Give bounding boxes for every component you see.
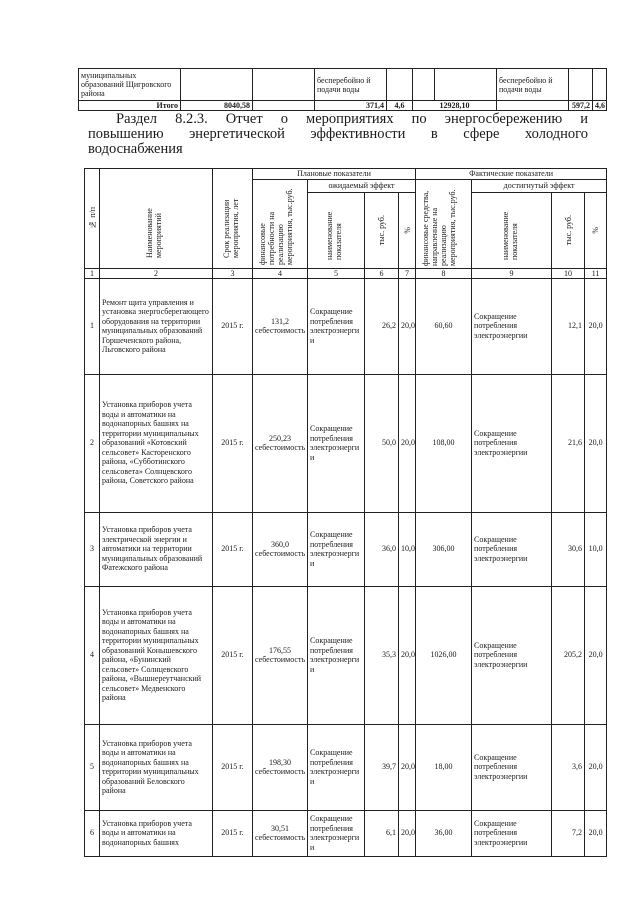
row-plan-finance: 30,51 себестоимость xyxy=(253,810,308,856)
row-fact-finance: 108,00 xyxy=(416,374,472,512)
energy-saving-report-table xyxy=(84,168,607,857)
table-row xyxy=(85,586,607,724)
row-term: 2015 г. xyxy=(213,512,253,586)
header-fact-effect: достигнутый эффект xyxy=(472,179,607,192)
row-name: Установка приборов учета воды и автоматики на водонапорных башнях на территории муниципальных образований «Котовский сельсовет» Касторенского района, «Субботинского сельсовета» Солнцевского района, Советского района xyxy=(100,374,213,512)
header-fact-indicator: наименование показателя xyxy=(472,192,552,268)
table-row xyxy=(85,374,607,512)
row-term: 2015 г. xyxy=(213,810,253,856)
total-fact-finance: 12928,10 xyxy=(413,101,497,111)
header-fact-group: Фактические показатели xyxy=(416,169,607,180)
total-label: Итого xyxy=(79,101,181,111)
previous-table-fragment xyxy=(78,68,607,111)
total-fact-rub: 597,2 xyxy=(569,101,593,111)
section-heading-line3: водоснабжения xyxy=(88,141,183,157)
row-plan-indicator: Сокращение потребления электроэнерги и xyxy=(308,374,365,512)
header-num: № п/п xyxy=(85,169,100,269)
row-fact-rub: 21,6 xyxy=(552,374,585,512)
row-fact-rub: 205,2 xyxy=(552,586,585,724)
prev-row-name: муниципальных образований Щигровского района xyxy=(79,69,181,101)
total-plan-finance: 8040,58 xyxy=(181,101,253,111)
total-plan-rub: 371,4 xyxy=(315,101,387,111)
row-fact-rub: 3,6 xyxy=(552,724,585,810)
row-plan-indicator: Сокращение потребления электроэнерги и xyxy=(308,586,365,724)
col-number: 11 xyxy=(585,268,607,278)
row-name: Установка приборов учета воды и автоматики на водонапорных башнях на территории муниципальных образований Конышевского района, «Бунинский сельсовет» Солнцевского района, «Вышнереутчанский сельсовет» Медвенского района xyxy=(100,586,213,724)
row-num: 6 xyxy=(85,810,100,856)
row-fact-pct: 20,0 xyxy=(585,810,607,856)
header-plan-effect: ожидаемый эффект xyxy=(308,179,416,192)
row-fact-finance: 306,00 xyxy=(416,512,472,586)
row-fact-rub: 7,2 xyxy=(552,810,585,856)
col-number: 3 xyxy=(213,268,253,278)
col-number: 6 xyxy=(365,268,399,278)
header-plan-finance: финансовые потребности на реализацию мероприятия, тыс.руб. xyxy=(253,179,308,268)
table-row xyxy=(85,810,607,856)
header-row-groups xyxy=(85,169,607,180)
row-plan-pct: 20,0 xyxy=(399,586,416,724)
total-plan-pct: 4,6 xyxy=(387,101,413,111)
header-plan-group: Плановые показатели xyxy=(253,169,416,180)
row-num: 5 xyxy=(85,724,100,810)
prev-row-effect-plan: бесперебойно й подачи воды xyxy=(315,69,387,101)
table-row xyxy=(85,724,607,810)
header-fact-pct: % xyxy=(585,192,607,268)
col-number: 7 xyxy=(399,268,416,278)
row-plan-pct: 20,0 xyxy=(399,724,416,810)
row-plan-rub: 6,1 xyxy=(365,810,399,856)
header-plan-pct: % xyxy=(399,192,416,268)
row-name: Ремонт щита управления и установка энергосберегающего оборудования на территории муниципальных образований Горшеченского района, Льговского района xyxy=(100,278,213,374)
table-row xyxy=(85,512,607,586)
row-fact-indicator: Сокращение потребления электроэнергии xyxy=(472,724,552,810)
row-fact-indicator: Сокращение потребления электроэнергии xyxy=(472,512,552,586)
header-name: Наименование мероприятий xyxy=(100,169,213,269)
row-fact-finance: 60,60 xyxy=(416,278,472,374)
row-fact-pct: 20,0 xyxy=(585,586,607,724)
row-term: 2015 г. xyxy=(213,278,253,374)
header-fact-finance: финансовые средства, направленные на реализацию мероприятия, тыс.руб. xyxy=(416,179,472,268)
row-num: 2 xyxy=(85,374,100,512)
row-fact-pct: 10,0 xyxy=(585,512,607,586)
row-fact-indicator: Сокращение потребления электроэнергии xyxy=(472,810,552,856)
row-fact-pct: 20,0 xyxy=(585,374,607,512)
prev-row-effect-fact: бесперебойно й подачи воды xyxy=(497,69,569,101)
row-fact-indicator: Сокращение потребления электроэнергии xyxy=(472,374,552,512)
previous-table-total-row xyxy=(79,101,607,111)
row-fact-finance: 36,00 xyxy=(416,810,472,856)
table-row xyxy=(85,278,607,374)
row-fact-indicator: Сокращение потребления электроэнергии xyxy=(472,586,552,724)
row-plan-indicator: Сокращение потребления электроэнерги и xyxy=(308,724,365,810)
row-plan-pct: 20,0 xyxy=(399,374,416,512)
row-plan-pct: 10,0 xyxy=(399,512,416,586)
row-plan-rub: 50,0 xyxy=(365,374,399,512)
row-plan-indicator: Сокращение потребления электроэнерги и xyxy=(308,278,365,374)
column-number-row xyxy=(85,268,607,278)
row-plan-rub: 35,3 xyxy=(365,586,399,724)
section-heading-line1: Раздел 8.2.3. Отчет о мероприятиях по энергосбережению и xyxy=(116,111,588,127)
row-plan-pct: 20,0 xyxy=(399,278,416,374)
row-fact-indicator: Сокращение потребления электроэнергии xyxy=(472,278,552,374)
row-plan-finance: 176,55 себестоимость xyxy=(253,586,308,724)
row-plan-finance: 360,0 себестоимость xyxy=(253,512,308,586)
col-number: 8 xyxy=(416,268,472,278)
row-num: 4 xyxy=(85,586,100,724)
row-plan-indicator: Сокращение потребления электроэнерги и xyxy=(308,810,365,856)
row-name: Установка приборов учета воды и автоматики на водонапорных башнях xyxy=(100,810,213,856)
header-fact-rub: тыс. руб. xyxy=(552,192,585,268)
header-plan-indicator: наименование показателя xyxy=(308,192,365,268)
total-fact-pct: 4,6 xyxy=(593,101,607,111)
header-plan-rub: тыс. руб. xyxy=(365,192,399,268)
row-plan-rub: 39,7 xyxy=(365,724,399,810)
section-heading-line2: повышению энергетической эффективности в сфере холодного xyxy=(88,126,588,142)
row-name: Установка приборов учета электрической энергии и автоматики на территории муниципальных образований Фатежского района xyxy=(100,512,213,586)
row-name: Установка приборов учета воды и автоматики на водонапорных башнях на территории муниципальных образований Беловского района xyxy=(100,724,213,810)
row-fact-rub: 30,6 xyxy=(552,512,585,586)
row-num: 3 xyxy=(85,512,100,586)
row-fact-finance: 1026,00 xyxy=(416,586,472,724)
row-plan-finance: 131,2 себестоимость xyxy=(253,278,308,374)
col-number: 5 xyxy=(308,268,365,278)
header-term: Срок реализации мероприятия, лет xyxy=(213,169,253,269)
row-plan-finance: 198,30 себестоимость xyxy=(253,724,308,810)
row-fact-finance: 18,00 xyxy=(416,724,472,810)
col-number: 1 xyxy=(85,268,100,278)
col-number: 2 xyxy=(100,268,213,278)
row-fact-pct: 20,0 xyxy=(585,724,607,810)
row-plan-finance: 250,23 себестоимость xyxy=(253,374,308,512)
row-term: 2015 г. xyxy=(213,724,253,810)
col-number: 9 xyxy=(472,268,552,278)
previous-table-row xyxy=(79,69,607,101)
row-term: 2015 г. xyxy=(213,374,253,512)
row-num: 1 xyxy=(85,278,100,374)
row-plan-indicator: Сокращение потребления электроэнерги и xyxy=(308,512,365,586)
row-term: 2015 г. xyxy=(213,586,253,724)
row-plan-rub: 36,0 xyxy=(365,512,399,586)
col-number: 4 xyxy=(253,268,308,278)
row-fact-rub: 12,1 xyxy=(552,278,585,374)
row-plan-pct: 20,0 xyxy=(399,810,416,856)
section-heading xyxy=(88,112,588,157)
col-number: 10 xyxy=(552,268,585,278)
row-plan-rub: 26,2 xyxy=(365,278,399,374)
row-fact-pct: 20,0 xyxy=(585,278,607,374)
